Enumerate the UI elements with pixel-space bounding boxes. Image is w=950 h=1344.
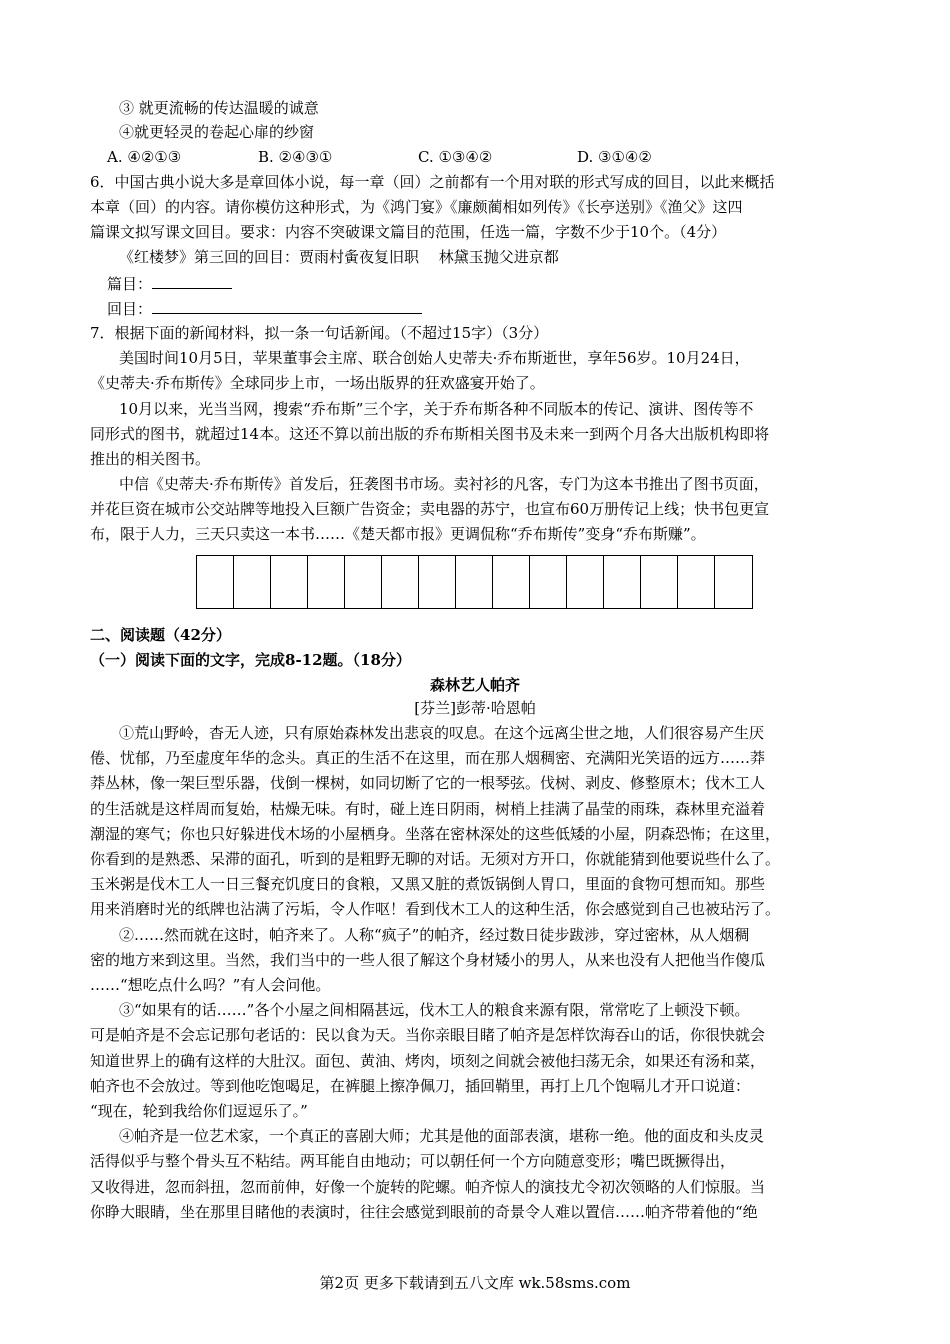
answer-cell[interactable] bbox=[234, 556, 271, 608]
article-line: 可是帕齐是不会忘记那句老话的：民以食为天。当你亲眼目睹了帕齐是怎样饮海吞山的话，你很快就会 bbox=[90, 1026, 766, 1044]
article-line: ④帕齐是一位艺术家，一个真正的喜剧大师；尤其是他的面部表演，堪称一绝。他的面皮和头皮灵 bbox=[119, 1127, 765, 1145]
answer-cell[interactable] bbox=[678, 556, 715, 608]
answer-cell[interactable] bbox=[530, 556, 567, 608]
answer-cell[interactable] bbox=[345, 556, 382, 608]
q7-para-3-line-2: 并花巨资在城市公交站牌等地投入巨额广告资金；卖电器的苏宁，也宣布60万册传记上线；快书包更宣 bbox=[90, 500, 770, 518]
q7-para-2-line-3: 推出的相关图书。 bbox=[90, 450, 211, 468]
answer-cell[interactable] bbox=[715, 556, 752, 608]
article-line: 密的地方来到这里。当然，我们当中的一些人很了解这个身材矮小的男人，从来也没有人把他当作傻瓜 bbox=[90, 951, 766, 969]
article-line: ……“想吃点什么吗？”有人会问他。 bbox=[90, 976, 331, 994]
q5-option-line-4: ④就更轻灵的卷起心扉的纱窗 bbox=[119, 123, 315, 141]
q5-choice-a: A. ④②①③ bbox=[107, 148, 182, 166]
article-line: 你睁大眼睛，坐在那里目睹他的表演时，往往会感觉到眼前的奇景令人难以置信……帕齐带着他的“绝 bbox=[90, 1203, 758, 1221]
q7-para-3-line-1: 中信《史蒂夫·乔布斯传》首发后，狂袭图书市场。卖衬衫的凡客，专门为这本书推出了图书页面， bbox=[119, 475, 769, 493]
article-line: 知道世界上的确有这样的大肚汉。面包、黄油、烤肉，顷刻之间就会被他扫荡无余，如果还有汤和菜， bbox=[90, 1052, 766, 1070]
q5-choice-d: D. ③①④② bbox=[577, 148, 652, 166]
q5-choice-c: C. ①③④② bbox=[418, 148, 493, 166]
q7-para-3-line-3: 布，限于人力，三天只卖这一本书……《楚天都市报》更调侃称“乔布斯传”变身“乔布斯赚”。 bbox=[90, 525, 706, 543]
q5-choice-b: B. ②④③① bbox=[258, 148, 333, 166]
q6-example: 《红楼梦》第三回的回目：贾雨村夤夜复旧职 林黛玉抛父进京都 bbox=[119, 248, 559, 266]
article-line: 潮湿的寒气；你也只好躲进伐木场的小屋栖身。坐落在密林深处的这些低矮的小屋，阴森恐怖；在这里， bbox=[90, 825, 781, 843]
article-line: 你看到的是熟悉、呆滞的面孔，听到的是粗野无聊的对话。无须对方开口，你就能猜到他要说些什么了。 bbox=[90, 850, 781, 868]
article-line: ①荒山野岭，杳无人迹，只有原始森林发出悲哀的叹息。在这个远离尘世之地，人们很容易产生厌 bbox=[119, 724, 765, 742]
answer-cell[interactable] bbox=[308, 556, 345, 608]
q6-piece-row bbox=[107, 272, 232, 295]
answer-cell[interactable] bbox=[493, 556, 530, 608]
answer-cell[interactable] bbox=[197, 556, 234, 608]
q6-title-row bbox=[107, 297, 422, 320]
article-line: ③“如果有的话……”各个小屋之间相隔甚远，伐木工人的粮食来源有限，常常吃了上顿没下顿。 bbox=[119, 1001, 750, 1019]
q6-title-label: 回目： bbox=[107, 300, 153, 318]
answer-cell[interactable] bbox=[567, 556, 604, 608]
answer-cell[interactable] bbox=[382, 556, 419, 608]
article-author: [芬兰]彭蒂·哈恩帕 bbox=[414, 699, 536, 717]
section-heading: 二、阅读题（42分） bbox=[90, 626, 231, 644]
answer-cell[interactable] bbox=[604, 556, 641, 608]
article-line: “现在，轮到我给你们逗逗乐了。” bbox=[90, 1102, 308, 1120]
article-line: 莽丛林，像一架巨型乐器，伐倒一棵树，如同切断了它的一根琴弦。伐树、剥皮、修整原木；伐木工人 bbox=[90, 774, 766, 792]
q7-para-2-line-2: 同形式的图书，就超过14本。这还不算以前出版的乔布斯相关图书及未来一到两个月各大出版机构即将 bbox=[90, 425, 770, 443]
q6-piece-blank[interactable] bbox=[152, 272, 232, 289]
article-line: 又收得进，忽而斜扭，忽而前伸，好像一个旋转的陀螺。帕齐惊人的演技尤令初次领略的人们惊服。当 bbox=[90, 1178, 766, 1196]
q6-stem-line-1: 6．中国古典小说大多是章回体小说，每一章（回）之前都有一个用对联的形式写成的回目，以此来概括 bbox=[90, 173, 775, 191]
q7-para-2-line-1: 10月以来，光当当网，搜索“乔布斯”三个字，关于乔布斯各种不同版本的传记、演讲、图传等不 bbox=[119, 400, 754, 418]
q6-piece-label: 篇目： bbox=[107, 275, 153, 293]
q6-stem-line-3: 篇课文拟写课文回目。要求：内容不突破课文篇目的范围，任选一篇，字数不少于10个。（4分） bbox=[90, 223, 727, 241]
q5-option-line-3: ③ 就更流畅的传达温暖的诚意 bbox=[119, 99, 319, 117]
article-line: 玉米粥是伐木工人一日三餐充饥度日的食粮，又黑又脏的煮饭锅倒人胃口，里面的食物可想而知。那些 bbox=[90, 875, 766, 893]
article-title: 森林艺人帕齐 bbox=[429, 676, 520, 694]
article-line: 帕齐也不会放过。等到他吃饱喝足，在裤腿上擦净佩刀，插回鞘里，再打上几个饱嗝儿才开口说道： bbox=[90, 1077, 751, 1095]
q6-title-blank[interactable] bbox=[152, 297, 422, 314]
answer-cell[interactable] bbox=[419, 556, 456, 608]
article-line: 用来消磨时光的纸牌也沾满了污垢，令人作呕！看到伐木工人的这种生活，你会感觉到自己也被玷污了。 bbox=[90, 900, 781, 918]
answer-cell[interactable] bbox=[456, 556, 493, 608]
answer-cell[interactable] bbox=[271, 556, 308, 608]
q7-stem: 7．根据下面的新闻材料，拟一条一句话新闻。（不超过15字）（3分） bbox=[90, 324, 549, 342]
q6-stem-line-2: 本章（回）的内容。请你模仿这种形式，为《鸿门宴》《廉颇蔺相如列传》《长亭送别》《渔父》这四 bbox=[90, 198, 743, 216]
article-line: 的生活就是这样周而复始，枯燥无味。有时，碰上连日阴雨，树梢上挂满了晶莹的雨珠，森林里充溢着 bbox=[90, 800, 766, 818]
q7-para-1-line-2: 《史蒂夫·乔布斯传》全球同步上市，一场出版界的狂欢盛宴开始了。 bbox=[90, 374, 545, 392]
article-line: 倦、忧郁，乃至虚度年华的念头。真正的生活不在这里，而在那人烟稠密、充满阳光笑语的远方……莽 bbox=[90, 749, 766, 767]
section-subheading: （一）阅读下面的文字，完成8-12题。（18分） bbox=[90, 651, 411, 669]
article-line: 活得似乎与整个骨头互不粘结。两耳能自由地动；可以朝任何一个方向随意变形；嘴巴既撅得出， bbox=[90, 1152, 736, 1170]
article-line: ②……然而就在这时，帕齐来了。人称“疯子”的帕齐，经过数日徒步跋涉，穿过密林，从人烟稠 bbox=[119, 926, 750, 944]
answer-cell[interactable] bbox=[641, 556, 678, 608]
q7-answer-grid[interactable] bbox=[196, 555, 753, 609]
page-footer: 第2页 更多下载请到五八文库 wk.58sms.com bbox=[319, 1274, 631, 1292]
q7-para-1-line-1: 美国时间10月5日，苹果董事会主席、联合创始人史蒂夫·乔布斯逝世，享年56岁。10月24日， bbox=[119, 349, 750, 367]
